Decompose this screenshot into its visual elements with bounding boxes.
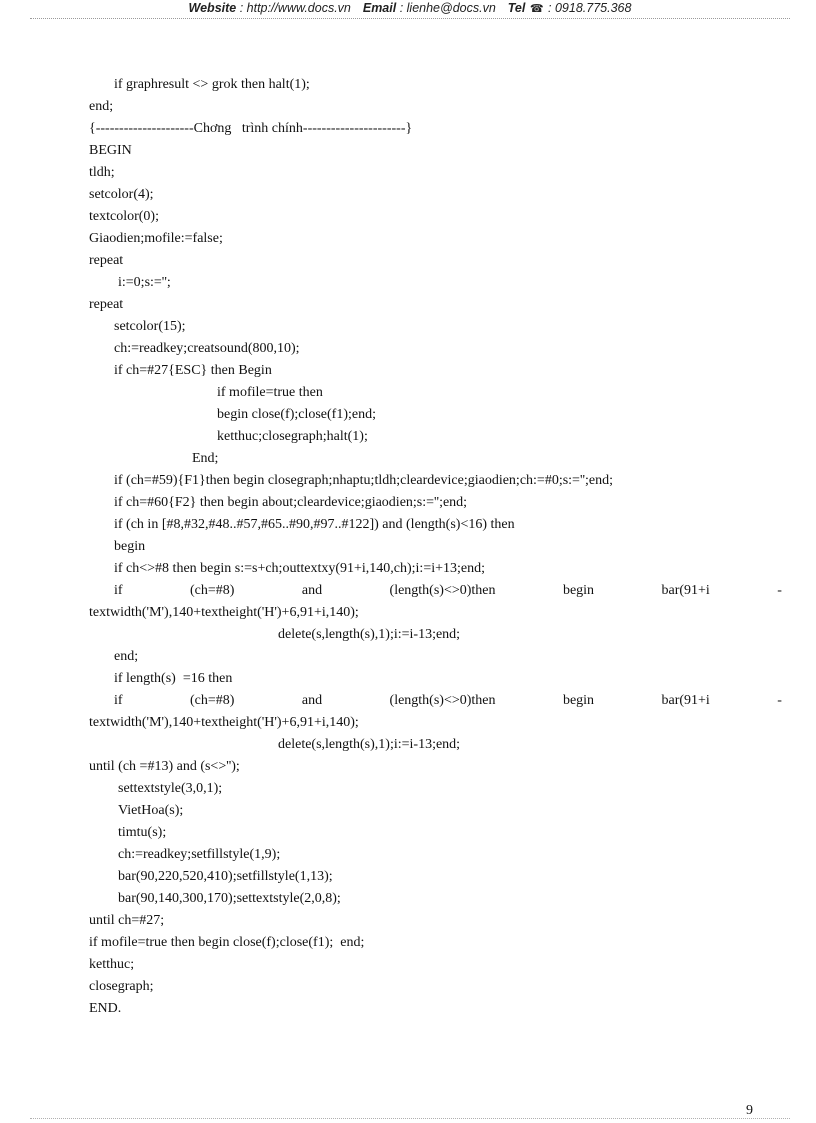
code-line: timtu(s); <box>118 825 167 840</box>
code-line: ketthuc;closegraph;halt(1); <box>217 429 368 444</box>
footer-divider <box>30 1118 790 1119</box>
website-url: : http://www.docs.vn <box>239 1 351 15</box>
code-line: tldh; <box>89 165 115 180</box>
code-line: delete(s,length(s),1);i:=i-13;end; <box>278 627 461 642</box>
page-header <box>30 0 790 19</box>
code-token: begin <box>562 583 595 598</box>
code-line: until ch=#27; <box>89 913 165 928</box>
code-line: begin <box>114 539 146 554</box>
code-token: - <box>777 583 782 598</box>
code-line: bar(90,220,520,410);setfillstyle(1,13); <box>118 869 333 884</box>
code-line: VietHoa(s); <box>118 803 184 818</box>
code-line: textcolor(0); <box>89 209 159 224</box>
code-line: if ch<>#8 then begin s:=s+ch;outtextxy(91+i,140,ch);i:=i+13;end; <box>114 561 485 576</box>
code-line: textwidth('M'),140+textheight('H')+6,91+i,140); <box>89 605 359 620</box>
code-line: {---------------------Chơng trình chính----------------------} <box>89 121 413 136</box>
code-line: if ch=#27{ESC} then Begin <box>114 363 272 378</box>
email-label: Email <box>362 1 397 15</box>
code-line-justified <box>114 580 782 602</box>
tel-label: Tel <box>507 1 526 15</box>
code-line: i:=0;s:=''; <box>118 275 171 290</box>
phone-icon: ☎ <box>529 3 544 15</box>
code-line: Giaodien;mofile:=false; <box>89 231 223 246</box>
code-token: (ch=#8) <box>190 583 235 598</box>
code-token: - <box>777 693 782 708</box>
code-token: bar(91+i <box>661 583 710 598</box>
code-line: if mofile=true then <box>217 385 323 400</box>
code-line-justified <box>114 690 782 712</box>
code-line: ketthuc; <box>89 957 135 972</box>
code-line: END. <box>89 1001 122 1016</box>
code-token: bar(91+i <box>661 693 710 708</box>
code-line: if graphresult <> grok then halt(1); <box>114 77 310 92</box>
code-line: if ch=#60{F2} then begin about;cleardevice;giaodien;s:='';end; <box>114 495 468 510</box>
code-line: if (ch in [#8,#32,#48..#57,#65..#90,#97..#122]) and (length(s)<16) then <box>114 517 515 532</box>
code-line: bar(90,140,300,170);settextstyle(2,0,8); <box>118 891 341 906</box>
code-line: delete(s,length(s),1);i:=i-13;end; <box>278 737 461 752</box>
code-line: end; <box>114 649 139 664</box>
code-line: BEGIN <box>89 143 132 158</box>
code-line: ch:=readkey;setfillstyle(1,9); <box>118 847 281 862</box>
code-line: repeat <box>89 253 124 268</box>
code-token: if <box>114 693 123 708</box>
code-line: begin close(f);close(f1);end; <box>217 407 376 422</box>
code-line: settextstyle(3,0,1); <box>118 781 223 796</box>
page-number: 9 <box>746 1103 753 1118</box>
code-line: setcolor(4); <box>89 187 154 202</box>
code-line: until (ch =#13) and (s<>''); <box>89 759 240 774</box>
code-line: if (ch=#59){F1}then begin closegraph;nhaptu;tldh;cleardevice;giaodien;ch:=#0;s:='';end; <box>114 473 613 488</box>
website-label: Website <box>188 1 237 15</box>
code-line: ch:=readkey;creatsound(800,10); <box>114 341 300 356</box>
code-token: (length(s)<>0)then <box>389 693 496 708</box>
code-token: begin <box>562 693 595 708</box>
code-line: End; <box>192 451 219 466</box>
code-line: textwidth('M'),140+textheight('H')+6,91+i,140); <box>89 715 359 730</box>
code-line: end; <box>89 99 114 114</box>
code-line: closegraph; <box>89 979 154 994</box>
code-line: repeat <box>89 297 124 312</box>
code-line: if length(s) =16 then <box>114 671 233 686</box>
code-line: if mofile=true then begin close(f);close(f1); end; <box>89 935 365 950</box>
code-token: and <box>301 583 323 598</box>
code-token: if <box>114 583 123 598</box>
code-token: (length(s)<>0)then <box>389 583 496 598</box>
code-token: (ch=#8) <box>190 693 235 708</box>
email-address: : lienhe@docs.vn <box>399 1 496 15</box>
code-line: setcolor(15); <box>114 319 186 334</box>
code-token: and <box>301 693 323 708</box>
tel-number: : 0918.775.368 <box>548 1 632 15</box>
